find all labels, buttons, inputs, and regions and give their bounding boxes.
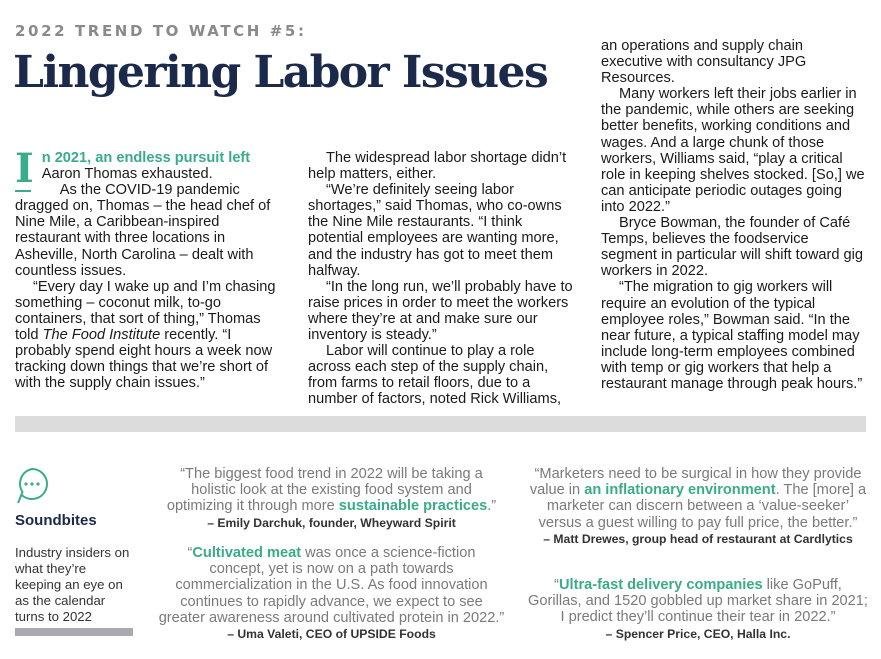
quote-drewes	[528, 466, 868, 547]
quote-highlight: Ultra-fast delivery companies	[559, 577, 763, 593]
paragraph: Labor will continue to play a role across each step of the supply chain, from farms to retail floors, due to a number of factors, noted Rick Williams,	[308, 343, 562, 408]
article-column-3	[601, 38, 866, 392]
paragraph: “Every day I wake up and I’m chasing something – coconut milk, to-go containers, that sort of thing,” Thomas told The Food Institute recently. “I probably spend eight hours a week now tracking down things that we’re short of with the supply chain issues.”	[15, 278, 276, 392]
quote-highlight: Cultivated meat	[192, 545, 302, 561]
soundbites-description: Industry insiders on what they’re keeping an eye on as the calendar turns to 2022	[15, 545, 130, 624]
drop-cap: I	[15, 145, 34, 192]
quote-highlight: sustainable practices	[338, 498, 488, 515]
quote-price	[528, 577, 868, 642]
paragraph: Many workers left their jobs earlier in the pandemic, while others are seeking better benefits, working conditions and wages. And a large chunk of those workers, Williams said, “play a critical role in keeping shelves stocked. [So,] we can anticipate periodic outages going into 2022.”	[601, 86, 865, 215]
paragraph: an operations and supply chain executive with consultancy JPG Resources.	[601, 38, 807, 87]
article-column-2	[308, 150, 576, 408]
soundbites-title: Soundbites	[15, 512, 97, 529]
paragraph: “The migration to gig workers will require an evolution of the typical employee roles,” Bowman said. “In the near future, a typical staffing model may include long-term employees combined with temp or gig workers that help a restaurant manage through peak hours.”	[601, 279, 863, 392]
paragraph: The widespread labor shortage didn’t help matters, either.	[308, 150, 567, 183]
quote-attribution: – Emily Darchuk, founder, Wheyward Spirit	[207, 515, 456, 530]
soundbites-bar	[15, 628, 133, 636]
article-lead: n 2021, an endless pursuit left Aaron Thomas exhausted.	[41, 150, 251, 183]
speech-bubble-icon	[14, 466, 50, 506]
section-divider	[15, 416, 866, 432]
quote-text: “Marketers need to be surgical in how they provide value in an inflationary environment. The [more] a marketer can discern between a ‘value-seeker’ versus a guest willing to pay full price, the better.”	[529, 466, 867, 531]
quote-valeti	[158, 545, 505, 642]
article-column-1	[15, 145, 283, 392]
publication-name: The Food Institute	[42, 327, 161, 344]
paragraph: As the COVID-19 pandemic dragged on, Thomas – the head chef of Nine Mile, a Caribbean-inspired restaurant with three locations in Asheville, North Carolina – dealt with countless issues.	[15, 182, 271, 279]
quote-attribution: – Matt Drewes, group head of restaurant at Cardlytics	[543, 531, 853, 546]
lead-in: n 2021, an endless pursuit left	[41, 150, 251, 166]
quote-highlight: an inflationary environment	[584, 482, 776, 499]
quote-attribution: – Uma Valeti, CEO of UPSIDE Foods	[227, 627, 436, 642]
paragraph: “In the long run, we’ll probably have to raise prices in order to meet the workers where they’re at and make sure our inventory is steady.”	[308, 278, 573, 344]
quote-attribution: – Spencer Price, CEO, Halla Inc.	[605, 626, 791, 641]
paragraph: Bryce Bowman, the founder of Café Temps, believes the foodservice segment in particular will shift toward gig workers in 2022.	[601, 215, 863, 280]
quote-text: “Ultra-fast delivery companies like GoPuff, Gorillas, and 1520 gobbled up market share in 2021; I predict they’ll continue their tear in 2022.”	[528, 577, 868, 626]
quote-text: “Cultivated meat was once a science-fiction concept, yet is now on a path towards commercialization in the U.S. As food innovation continues to rapidly advance, we expect to see greater awareness around cultivated protein in 2022.”	[158, 545, 505, 626]
kicker: 2022 TREND TO WATCH #5:	[15, 22, 307, 40]
quote-darchuk	[158, 466, 505, 531]
paragraph: “We’re definitely seeing labor shortages,” said Thomas, who co-owns the Nine Mile restaurants. “I think potential employees are wanting more, and the industry has got to meet them halfway.	[308, 182, 562, 279]
quote-text: “The biggest food trend in 2022 will be taking a holistic look at the existing food system and optimizing it through more sustainable practices.”	[166, 466, 497, 515]
headline: Lingering Labor Issues	[13, 47, 548, 98]
